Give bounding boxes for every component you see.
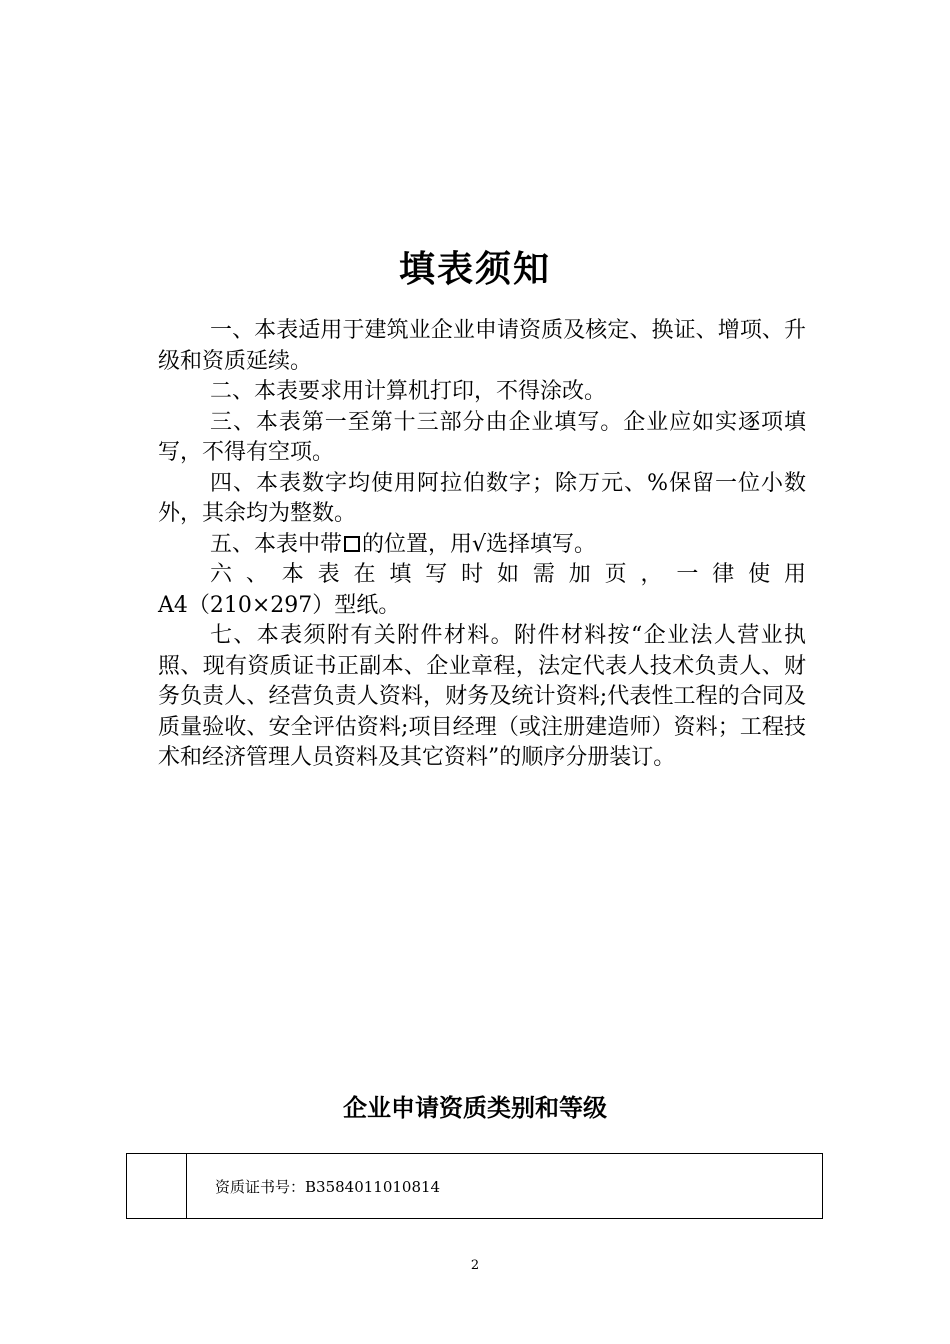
- instruction-item-5-after: 的位置，用√选择填写。: [362, 531, 597, 557]
- instruction-item-6: 六、本表在填写时如需加页，一律使用: [210, 562, 806, 587]
- table-certificate-cell: [187, 1154, 822, 1218]
- instruction-item-5-before: 五、本表中带: [210, 531, 343, 557]
- table-empty-cell: [127, 1154, 187, 1218]
- instruction-item-6-continued: A4（210×297）型纸。: [158, 592, 401, 618]
- instruction-item-7: 七、本表须附有关附件材料。附件材料按“企业法人营业执照、现有资质证书正副本、企业章程，法定代表人技术负责人、财务负责人、经营负责人资料，财务及统计资料;代表性工程的合同及质量验收、安全评估资料;项目经理（或注册建造师）资料；工程技术和经济管理人员资料及其它资料”的顺序分册装订。: [158, 623, 806, 770]
- section-title: 企业申请资质类别和等级: [343, 1093, 607, 1122]
- checkbox-square-icon: [344, 536, 360, 552]
- page-number: 2: [470, 1258, 480, 1273]
- qualification-table: [126, 1153, 823, 1219]
- instruction-item-3: 三、本表第一至第十三部分由企业填写。企业应如实逐项填写，不得有空项。: [158, 409, 806, 465]
- instructions-list: [158, 316, 806, 774]
- instruction-item-4: 四、本表数字均使用阿拉伯数字；除万元、%保留一位小数外，其余均为整数。: [158, 470, 806, 526]
- instruction-item-1: 一、本表适用于建筑业企业申请资质及核定、换证、增项、升级和资质延续。: [158, 318, 806, 374]
- certificate-number-label: 资质证书号：B3584011010814: [215, 1177, 441, 1196]
- page-title: 填表须知: [398, 248, 551, 290]
- instruction-item-2: 二、本表要求用计算机打印，不得涂改。: [210, 379, 607, 404]
- instruction-item-5: [158, 530, 806, 561]
